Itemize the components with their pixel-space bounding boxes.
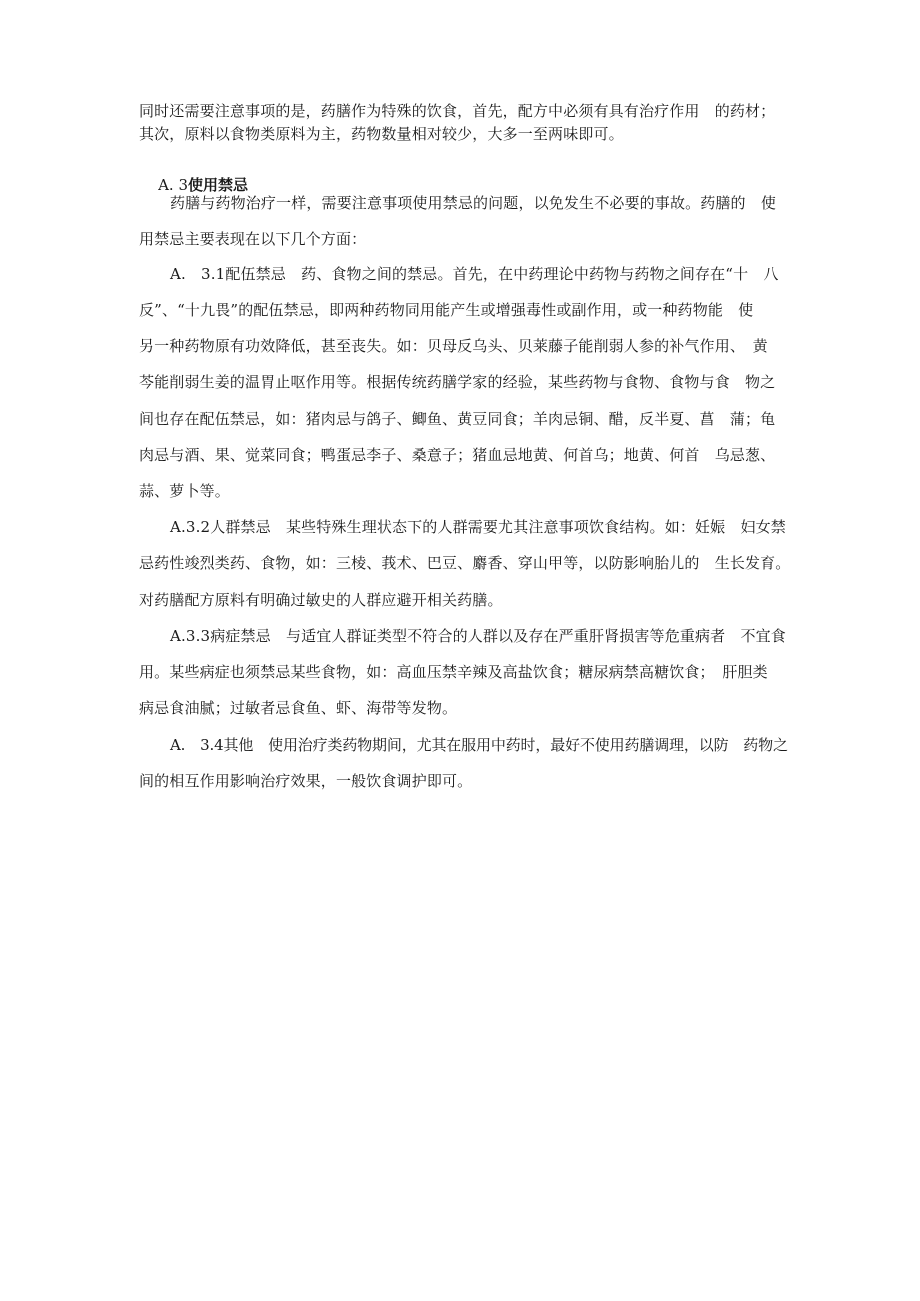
item1-line-5: 间也存在配伍禁忌，如：猪肉忌与鸽子、鲫鱼、黄豆同食；羊肉忌铜、醋，反半夏、菖 蒲；龟 [139, 410, 776, 428]
overview-line-2: 用禁忌主要表现在以下几个方面： [139, 230, 367, 248]
item1-line-3: 另一种药物原有功效降低，甚至丧失。如：贝母反乌头、贝莱藤子能削弱人参的补气作用、 黄 [139, 337, 768, 355]
item4-line-1: A. 3.4其他 使用治疗类药物期间，尤其在服用中药时，最好不使用药膳调理，以防 药物之 [170, 736, 788, 754]
overview-line-1: 药膳与药物治疗一样，需要注意事项使用禁忌的问题，以免发生不必要的事故。药膳的 使 [170, 194, 777, 212]
item2-line-3: 对药膳配方原料有明确过敏史的人群应避开相关药膳。 [139, 591, 503, 609]
item2-line-1: A.3.2人群禁忌 某些特殊生理状态下的人群需要尤其注意事项饮食结构。如：妊娠 妇女禁 [170, 518, 786, 536]
item1-line-4: 芩能削弱生姜的温胃止呕作用等。根据传统药膳学家的经验，某些药物与食物、食物与食 物之 [139, 373, 776, 391]
intro-line-2: 其次，原料以食物类原料为主，药物数量相对较少，大多一至两味即可。 [139, 125, 624, 143]
item3-line-3: 病忌食油腻；过敏者忌食鱼、虾、海带等发物。 [139, 699, 458, 717]
item1-line-2: 反”、“十九畏”的配伍禁忌，即两种药物同用能产生或增强毒性或副作用，或一种药物能 使 [139, 301, 754, 319]
section-number: A. 3 [158, 176, 188, 194]
item1-line-7: 蒜、萝卜等。 [139, 482, 230, 500]
item1-line-6: 肉忌与酒、果、觉菜同食；鸭蛋忌李子、桑意子；猪血忌地黄、何首乌；地黄、何首 乌忌葱、 [139, 446, 776, 464]
item3-line-2: 用。某些病症也须禁忌某些食物，如：高血压禁辛辣及高盐饮食；糖尿病禁高糖饮食； 肝胆类 [139, 663, 768, 681]
section-title: 使用禁忌 [188, 176, 249, 194]
intro-line-1: 同时还需要注意事项的是，药膳作为特殊的饮食，首先，配方中必须有具有治疗作用 的药材； [139, 102, 776, 120]
item2-line-2: 忌药性竣烈类药、食物，如：三棱、莪术、巴豆、麝香、穿山甲等，以防影响胎儿的 生长发育。 [139, 554, 791, 572]
item4-line-2: 间的相互作用影响治疗效果，一般饮食调护即可。 [139, 772, 473, 790]
item3-line-1: A.3.3病症禁忌 与适宜人群证类型不符合的人群以及存在严重肝肾损害等危重病者 不宜食 [170, 627, 786, 645]
item1-line-1: A. 3.1配伍禁忌 药、食物之间的禁忌。首先，在中药理论中药物与药物之间存在“十 八 [170, 265, 779, 283]
